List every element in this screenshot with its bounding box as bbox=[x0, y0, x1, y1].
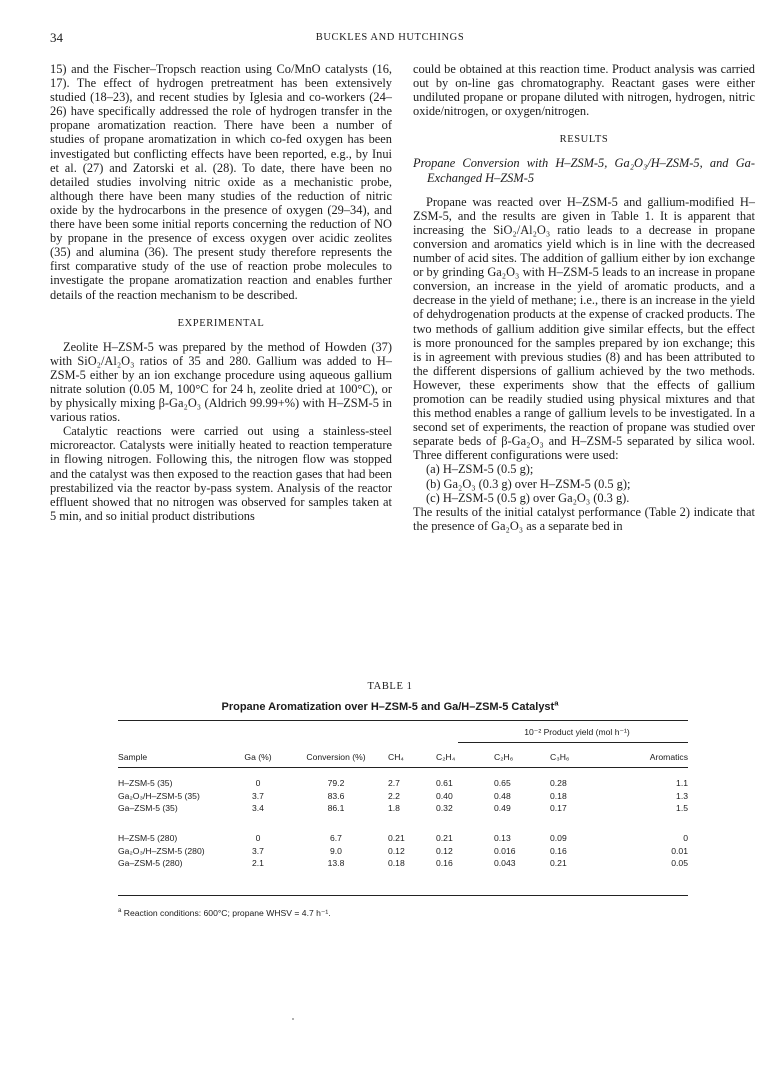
table-cell-c2h6: 0.48 bbox=[494, 790, 511, 801]
table-cell-aromatics: 0.05 bbox=[671, 858, 688, 868]
table-cell-ch4: 1.8 bbox=[388, 803, 400, 813]
table-cell-aromatics: 0.01 bbox=[671, 845, 688, 856]
footnote-mark: a bbox=[118, 908, 122, 915]
table-cell-c2h4: 0.12 bbox=[436, 845, 453, 856]
table-cell-c3h6: 0.17 bbox=[550, 803, 567, 813]
table-cell-c3h6: 0.09 bbox=[550, 833, 567, 843]
table-cell-c3h6: 0.21 bbox=[550, 858, 567, 868]
table-cell-ga: 3.7 bbox=[252, 790, 264, 801]
table-cell-c2h4: 0.16 bbox=[436, 858, 453, 868]
footnote-text: Reaction conditions: 600°C; propane WHSV = 4.7 h⁻¹. bbox=[123, 908, 331, 918]
table-cell-c2h4: 0.61 bbox=[436, 778, 453, 788]
table-cell-ga: 0 bbox=[255, 778, 261, 788]
table-cell-c2h4: 0.21 bbox=[436, 833, 453, 843]
table-header-c2h6: C₂H₆ bbox=[494, 752, 514, 762]
table-cell-conversion: 83.6 bbox=[327, 790, 345, 801]
table-header-sample: Sample bbox=[118, 752, 148, 762]
results-paragraph-2: The results of the initial catalyst performance (Table 2) indicate that the presence of Ga₂O₃ as a separate bed in bbox=[413, 504, 755, 533]
table-cell-ga: 0 bbox=[255, 833, 261, 843]
table-spanner-rule bbox=[458, 742, 688, 743]
table-cell-conversion: 13.8 bbox=[327, 858, 345, 868]
table-cell-sample: Ga₂O₃/H–ZSM-5 (35) bbox=[118, 790, 200, 801]
table-cell-sample: Ga₂O₃/H–ZSM-5 (280) bbox=[118, 845, 205, 856]
table-cell-ch4: 2.7 bbox=[388, 778, 400, 788]
config-item-b: (b) Ga₂O₃ (0.3 g) over H–ZSM-5 (0.5 g); bbox=[426, 476, 631, 491]
table-caption-footnote-mark: a bbox=[554, 698, 559, 708]
table-cell-sample: H–ZSM-5 (280) bbox=[118, 833, 178, 843]
config-item-a: (a) H–ZSM-5 (0.5 g); bbox=[426, 462, 534, 477]
table-cell-c2h6: 0.65 bbox=[494, 778, 511, 788]
table-header-aromatics: Aromatics bbox=[649, 752, 688, 762]
table-cell-ga: 2.1 bbox=[252, 858, 264, 868]
table-cell-ch4: 0.21 bbox=[388, 833, 405, 843]
table-cell-conversion: 86.1 bbox=[327, 803, 345, 813]
table-cell-ch4: 0.18 bbox=[388, 858, 405, 868]
table-cell-c3h6: 0.18 bbox=[550, 790, 567, 801]
page-speck bbox=[292, 1018, 294, 1020]
table-cell-ch4: 0.12 bbox=[388, 845, 405, 856]
table-header-c2h4: C₂H₄ bbox=[436, 752, 456, 762]
table-cell-ga: 3.7 bbox=[252, 845, 264, 856]
table-cell-conversion: 6.7 bbox=[330, 833, 342, 843]
table-cell-c2h4: 0.32 bbox=[436, 803, 453, 813]
table-cell-c2h6: 0.016 bbox=[494, 845, 516, 856]
intro-paragraph: 15) and the Fischer–Tropsch reaction using Co/MnO catalysts (16, 17). The effect of hydrogen pretreatment has been extensively studied (18–23), and recent studies by Iglesia and co-workers (24–26) have specifically addressed the role of hydrogen transfer in the propane aromatization reaction. There have been a number of studies of propane aromatization in which co-fed oxygen has been investigated but conflicting effects have been reported, e.g., by Inui et al. (27) and Zatorski et al. (28). To date, there have been no detailed studies involving nitric oxide as a mechanistic probe, although there have been many studies of the reduction of nitric oxide by the hydrocarbons in the presence of oxygen (29–34), and there have been some initial reports concerning the reduction of NO by propane in the presence of excess oxygen over acidic zeolites (35) and alumina (36). The present study therefore represents the first comparative study of the use of reaction probe molecules to investigate the propane aromatization reaction and enables further details of the reaction mechanism to be described. bbox=[50, 62, 392, 302]
running-title: BUCKLES AND HUTCHINGS bbox=[315, 32, 465, 43]
table-cell-sample: H–ZSM-5 (35) bbox=[118, 778, 173, 788]
table-cell-conversion: 9.0 bbox=[330, 845, 342, 856]
table-cell-sample: Ga–ZSM-5 (280) bbox=[118, 858, 183, 868]
table-cell-sample: Ga–ZSM-5 (35) bbox=[118, 803, 178, 813]
table-footnote bbox=[118, 908, 331, 919]
table-header-conversion: Conversion (%) bbox=[306, 752, 366, 762]
table-cell-aromatics: 1.3 bbox=[676, 790, 688, 801]
table-top-rule bbox=[118, 720, 688, 721]
experimental-heading: EXPERIMENTAL bbox=[177, 317, 265, 329]
continuation-paragraph: could be obtained at this reaction time. Product analysis was carried out by on-line gas chromatography. Reactant gases were either undiluted propane or propane diluted with nitrogen, hydrogen, nitric oxide/nitrogen, or oxygen/nitrogen. bbox=[413, 62, 755, 119]
table-cell-conversion: 79.2 bbox=[327, 778, 345, 788]
table-header-c3h6: C₃H₆ bbox=[550, 752, 570, 762]
table-label: TABLE 1 bbox=[367, 681, 413, 692]
table-cell-c2h4: 0.40 bbox=[436, 790, 453, 801]
results-paragraph-1: Propane was reacted over H–ZSM-5 and gallium-modified H–ZSM-5, and the results are given in Table 1. It is apparent that increasing the SiO₂/Al₂O₃ ratio leads to a decrease in propane conversion and aromatics yield which is in line with the decreased number of acid sites. The addition of gallium either by ion exchange or by grinding Ga₂O₃ with H–ZSM-5 leads to an increase in propane conversion, an increase in the yield of aromatic products, and a decrease in the yield of methane; i.e., there is an increase in the yield of dehydrogenation products at the expense of cracked products. The two methods of gallium addition give similar effects, but the effect is more pronounced for the samples prepared by ion exchange; this is in agreement with previous studies (8) and has been attributed to the different dispersions of gallium achieved by the two methods. However, these experiments show that the effects of gallium promotion can be readily studied using physical mixtures and that this method enables a range of gallium levels to be investigated. In a second set of experiments, the reaction of propane was studied over separate beds of β-Ga₂O₃ and H–ZSM-5 separated by silica wool. Three different configurations were used: bbox=[413, 194, 755, 463]
table-spanner-header: 10⁻² Product yield (mol h⁻¹) bbox=[524, 727, 630, 737]
table-cell-c2h6: 0.043 bbox=[494, 858, 516, 868]
table-header-rule bbox=[118, 767, 688, 768]
table-cell-ch4: 2.2 bbox=[388, 790, 400, 801]
results-subheading: Propane Conversion with H–ZSM-5, Ga₂O₃/H–ZSM-5, and Ga-Exchanged H–ZSM-5 bbox=[413, 156, 755, 185]
experimental-paragraph-2: Catalytic reactions were carried out using a stainless-steel microreactor. Catalysts were initially heated to reaction temperature in flowing nitrogen. Following this, the nitrogen flow was stopped and the catalyst was then exposed to the reaction gases that had been prestabilized via the reactor by-pass system. Analysis of the reactor effluent showed that no nitrogen was observed for samples taken at 5 min, and so initial product distributions bbox=[50, 424, 392, 523]
table-cell-aromatics: 0 bbox=[683, 833, 688, 843]
table-cell-c2h6: 0.13 bbox=[494, 833, 511, 843]
right-column bbox=[413, 62, 755, 533]
left-column bbox=[50, 62, 392, 523]
table-cell-c2h6: 0.49 bbox=[494, 803, 511, 813]
table-caption-text: Propane Aromatization over H–ZSM-5 and Ga/H–ZSM-5 Catalyst bbox=[221, 701, 555, 713]
table-header-ga: Ga (%) bbox=[244, 752, 272, 762]
table-cell-c3h6: 0.16 bbox=[550, 845, 567, 856]
config-item-c: (c) H–ZSM-5 (0.5 g) over Ga₂O₃ (0.3 g). bbox=[426, 490, 630, 505]
table-cell-ga: 3.4 bbox=[252, 803, 264, 813]
experimental-paragraph-1: Zeolite H–ZSM-5 was prepared by the method of Howden (37) with SiO₂/Al₂O₃ ratios of 35 and 280. Gallium was added to H–ZSM-5 either by an ion exchange procedure using aqueous gallium nitrate solution (0.05 M, 100°C for 24 h, zeolite dried at 100°C), or by physically mixing β-Ga₂O₃ (Aldrich 99.99+%) with H–ZSM-5 in various ratios. bbox=[50, 339, 392, 425]
table-cell-aromatics: 1.5 bbox=[676, 803, 688, 813]
table-bottom-rule bbox=[118, 895, 688, 896]
results-heading: RESULTS bbox=[559, 134, 609, 146]
page-number: 34 bbox=[50, 30, 63, 45]
table-header-ch4: CH₄ bbox=[388, 752, 404, 762]
table-caption bbox=[0, 698, 780, 713]
table-cell-aromatics: 1.1 bbox=[676, 778, 688, 788]
table-cell-c3h6: 0.28 bbox=[550, 778, 567, 788]
